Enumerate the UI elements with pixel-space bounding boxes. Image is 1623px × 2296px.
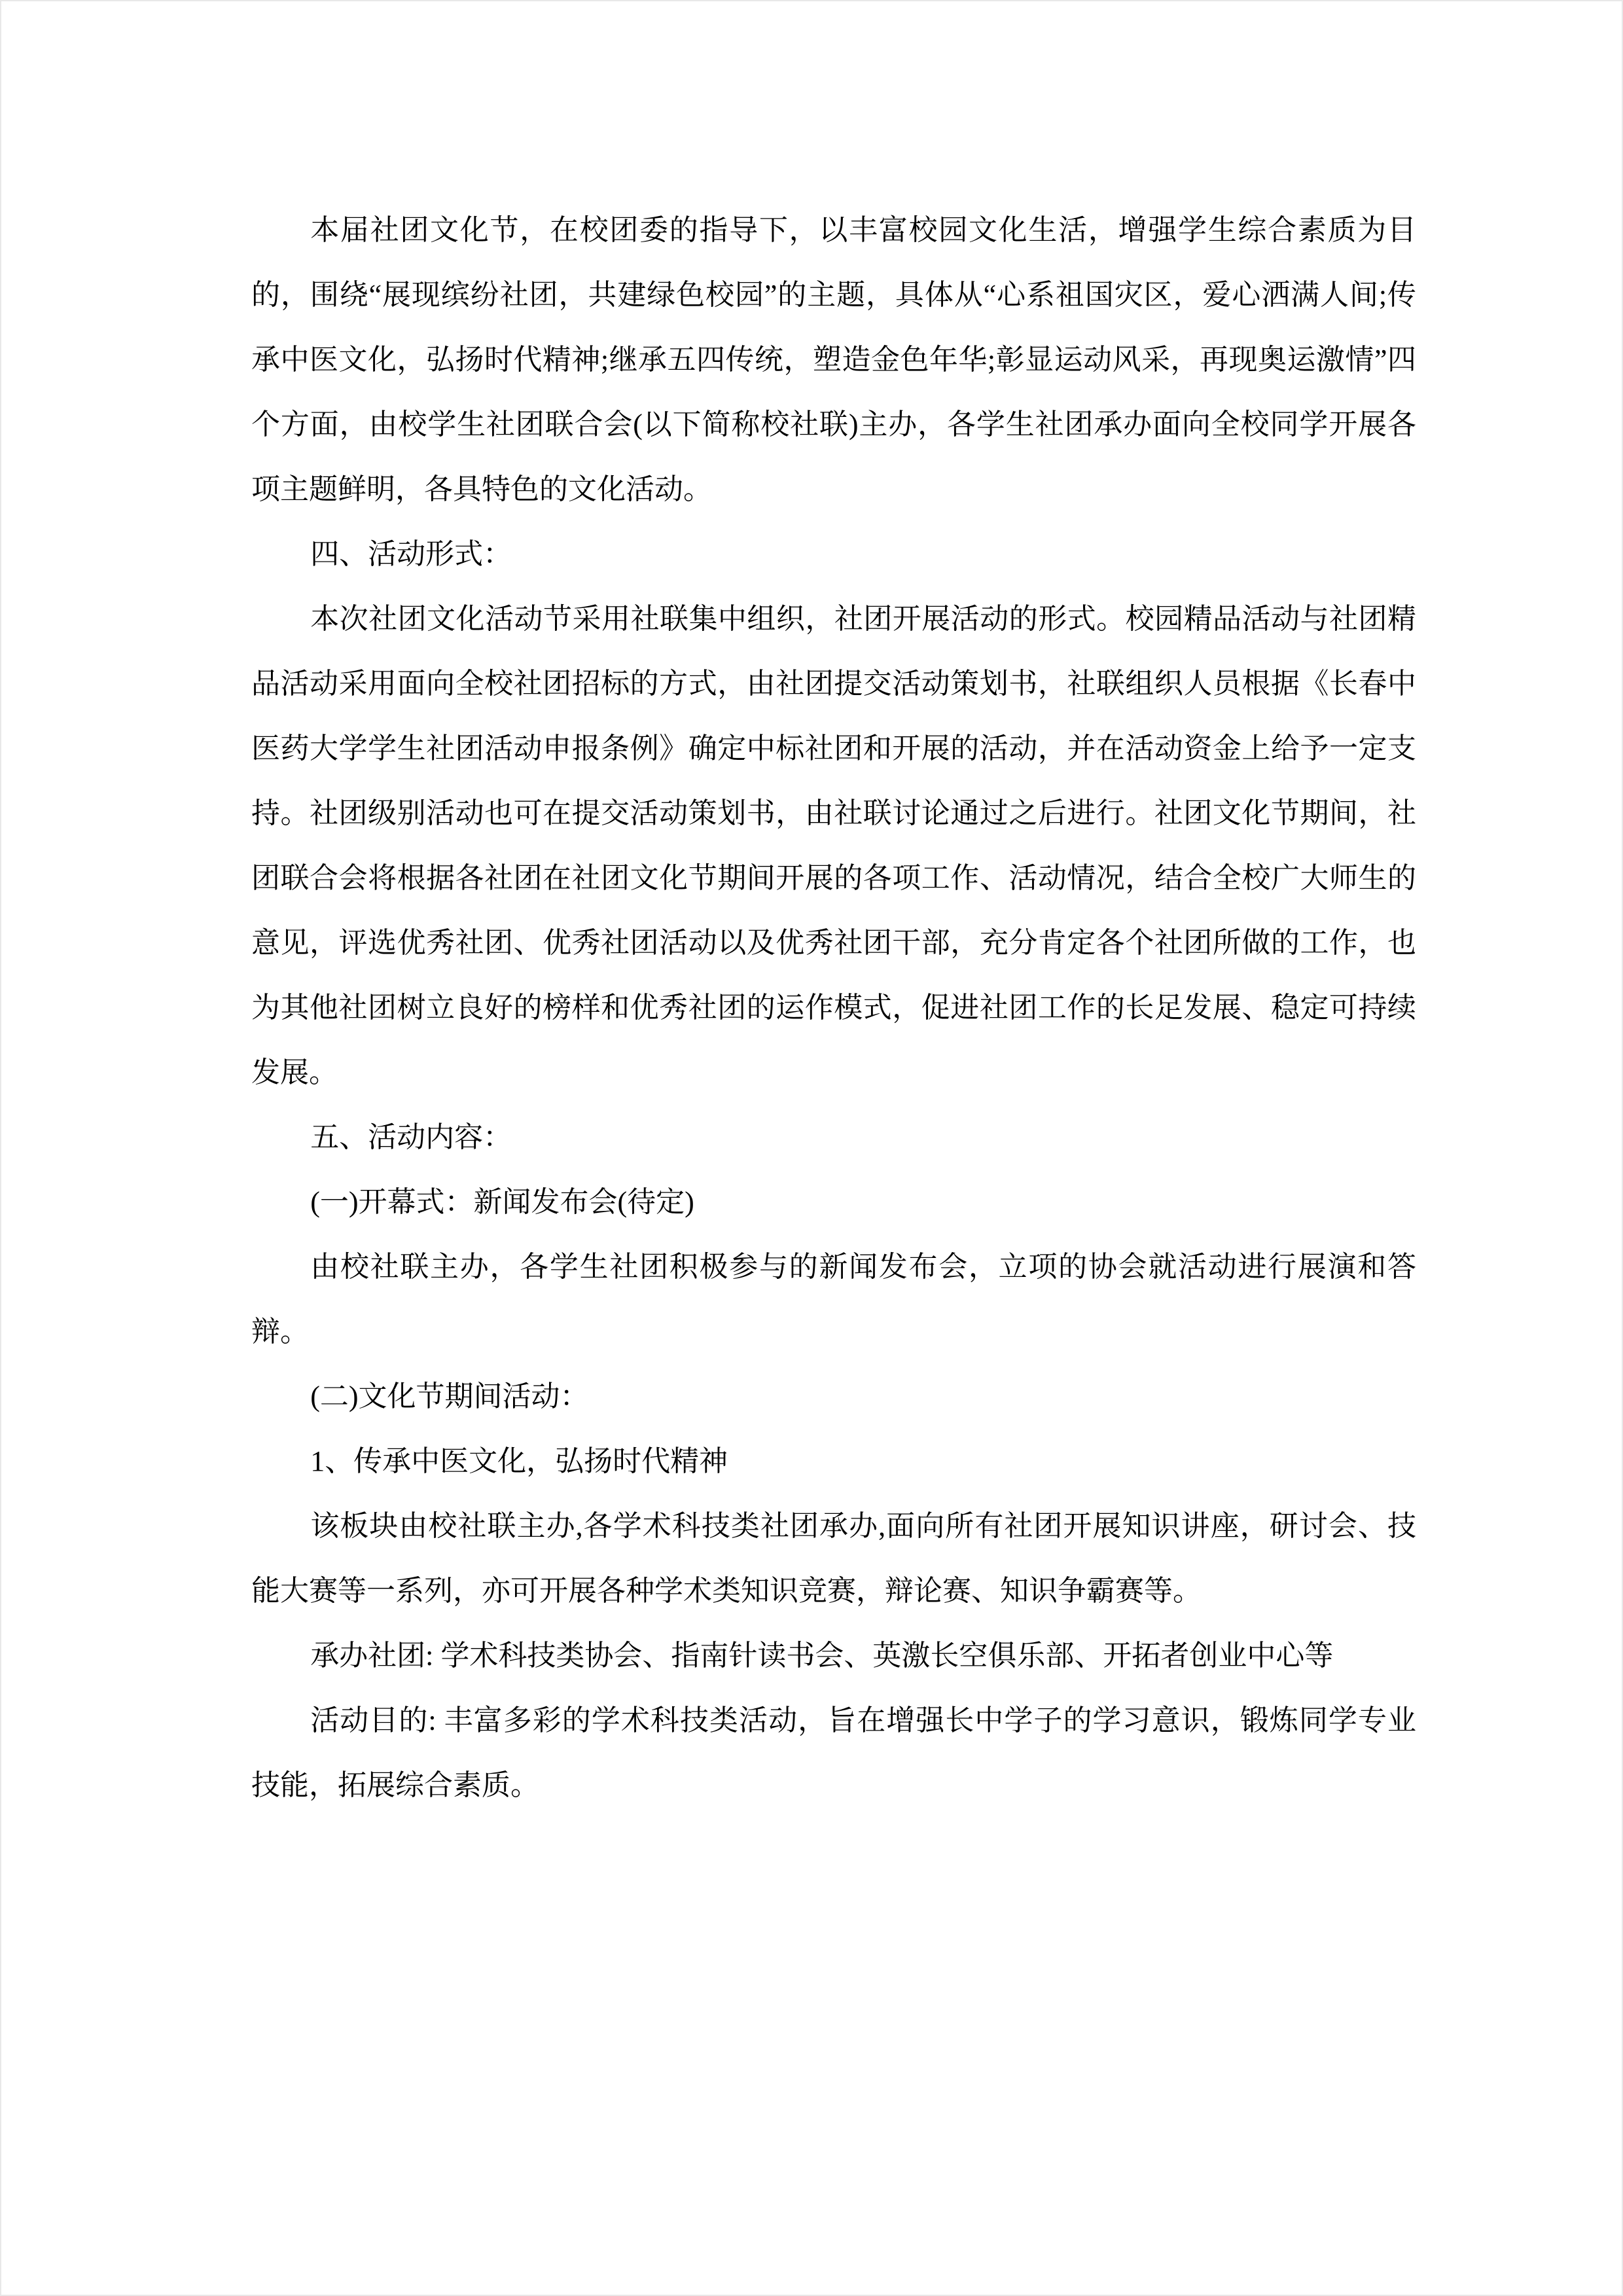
- paragraph-item-1-desc: 该板块由校社联主办,各学术科技类社团承办,面向所有社团开展知识讲座，研讨会、技能大赛等一系列，亦可开展各种学术类知识竞赛，辩论赛、知识争霸赛等。: [251, 1510, 1416, 1607]
- paragraph-activity-form: 本次社团文化活动节采用社联集中组织，社团开展活动的形式。校园精品活动与社团精品活动采用面向全校社团招标的方式，由社团提交活动策划书，社联组织人员根据《长春中医药大学学生社团活动申报条例》确定中标社团和开展的活动，并在活动资金上给予一定支持。社团级别活动也可在提交活动策划书，由社联讨论通过之后进行。社团文化节期间，社团联合会将根据各社团在社团文化节期间开展的各项工作、活动情况，结合全校广大师生的意见，评选优秀社团、优秀社团活动以及优秀社团干部，充分肯定各个社团所做的工作，也为其他社团树立良好的榜样和优秀社团的运作模式，促进社团工作的长足发展、稳定可持续发展。: [251, 603, 1416, 1088]
- heading-activity-form: 四、活动形式：: [310, 538, 512, 570]
- paragraph-activity-purpose: 活动目的: 丰富多彩的学术科技类活动，旨在增强长中学子的学习意识，锻炼同学专业技能，拓展综合素质。: [251, 1704, 1416, 1801]
- heading-item-1: 1、传承中医文化，弘扬时代精神: [310, 1445, 728, 1477]
- heading-activity-content: 五、活动内容：: [310, 1121, 512, 1153]
- paragraph-intro: 本届社团文化节，在校团委的指导下，以丰富校园文化生活，增强学生综合素质为目的，围绕“展现缤纷社团，共建绿色校园”的主题，具体从“心系祖国灾区，爱心洒满人间;传承中医文化，弘扬时代精神;继承五四传统，塑造金色年华;彰显运动风采，再现奥运激情”四个方面，由校学生社团联合会(以下简称校社联)主办，各学生社团承办面向全校同学开展各项主题鲜明，各具特色的文化活动。: [251, 214, 1416, 505]
- paragraph-organizing-clubs: 承办社团: 学术科技类协会、指南针读书会、英激长空俱乐部、开拓者创业中心等: [310, 1640, 1334, 1672]
- heading-opening-ceremony: (一)开幕式：新闻发布会(待定): [310, 1186, 694, 1218]
- paragraph-opening-ceremony: 由校社联主办，各学生社团积极参与的新闻发布会，立项的协会就活动进行展演和答辩。: [251, 1251, 1416, 1348]
- heading-festival-activities: (二)文化节期间活动：: [310, 1380, 589, 1412]
- document-body: [251, 198, 1416, 1818]
